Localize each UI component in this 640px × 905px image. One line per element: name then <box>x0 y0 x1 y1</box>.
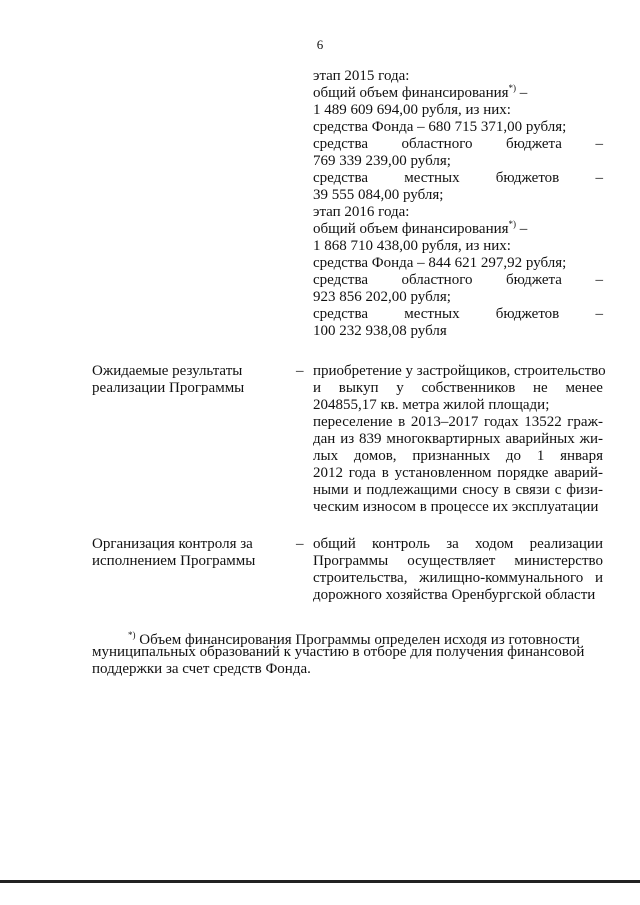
expected-results-line-1: приобретение у застройщиков, строительство <box>313 363 606 379</box>
expected-results-line-7: 2012 года в установленном порядке аварий- <box>313 465 603 481</box>
stage-2016-header: этап 2016 года: <box>313 204 410 220</box>
stage-2015-total-label: общий объем финансирования*) – <box>313 83 528 101</box>
expected-results-line-6: лых домов, признанных до 1 января <box>313 448 603 464</box>
stage-2016-local-value: 100 232 938,08 рубля <box>313 323 447 339</box>
expected-results-label-2: реализации Программы <box>92 380 245 396</box>
expected-results-line-3: 204855,17 кв. метра жилой площади; <box>313 397 550 413</box>
stage-2016-total-label: общий объем финансирования*) – <box>313 219 528 237</box>
stage-2015-header: этап 2015 года: <box>313 68 410 84</box>
expected-results-label-1: Ожидаемые результаты <box>92 363 243 379</box>
stage-2015-total-value: 1 489 609 694,00 рубля, из них: <box>313 102 511 118</box>
footnote-line-3: поддержки за счет средств Фонда. <box>92 661 311 677</box>
stage-2015-regional-line: средства областного бюджета – <box>313 136 603 152</box>
page-number: 6 <box>316 37 324 52</box>
expected-results-line-8: ными и подлежащими сносу в связи с физи- <box>313 482 603 498</box>
stage-2016-total-value: 1 868 710 438,00 рубля, из них: <box>313 238 511 254</box>
control-line-1: общий контроль за ходом реализации <box>313 536 603 552</box>
control-line-2: Программы осуществляет министерство <box>313 553 603 569</box>
stage-2016-regional-line: средства областного бюджета – <box>313 272 603 288</box>
stage-2016-fund-line: средства Фонда – 844 621 297,92 рубля; <box>313 255 567 271</box>
stage-2015-regional-value: 769 339 239,00 рубля; <box>313 153 451 169</box>
stage-2016-regional-value: 923 856 202,00 рубля; <box>313 289 451 305</box>
expected-results-line-5: дан из 839 многоквартирных аварийных жи- <box>313 431 603 447</box>
footnote-line-2: муниципальных образований к участию в отборе для получения финансовой <box>92 644 585 660</box>
expected-results-dash: – <box>296 363 304 379</box>
footnote-marker: *) <box>508 83 517 93</box>
control-label-1: Организация контроля за <box>92 536 253 552</box>
footnote-marker: *) <box>508 219 517 229</box>
stage-2015-local-line: средства местных бюджетов – <box>313 170 603 186</box>
control-dash: – <box>296 536 304 552</box>
stage-2015-fund-line: средства Фонда – 680 715 371,00 рубля; <box>313 119 567 135</box>
control-line-4: дорожного хозяйства Оренбургской области <box>313 587 596 603</box>
stage-2015-local-value: 39 555 084,00 рубля; <box>313 187 444 203</box>
expected-results-line-9: ческим износом в процессе их эксплуатации <box>313 499 599 515</box>
footnote-symbol: *) <box>128 630 136 640</box>
expected-results-line-4: переселение в 2013–2017 годах 13522 граж- <box>313 414 603 430</box>
control-label-2: исполнением Программы <box>92 553 256 569</box>
expected-results-line-2: и выкуп у собственников не менее <box>313 380 603 396</box>
stage-2016-local-line: средства местных бюджетов – <box>313 306 603 322</box>
footnote-line-1: *) Объем финансирования Программы определен исходя из готовности <box>128 630 580 648</box>
bottom-rule <box>0 880 640 883</box>
control-line-3: строительства, жилищно-коммунального и <box>313 570 603 586</box>
